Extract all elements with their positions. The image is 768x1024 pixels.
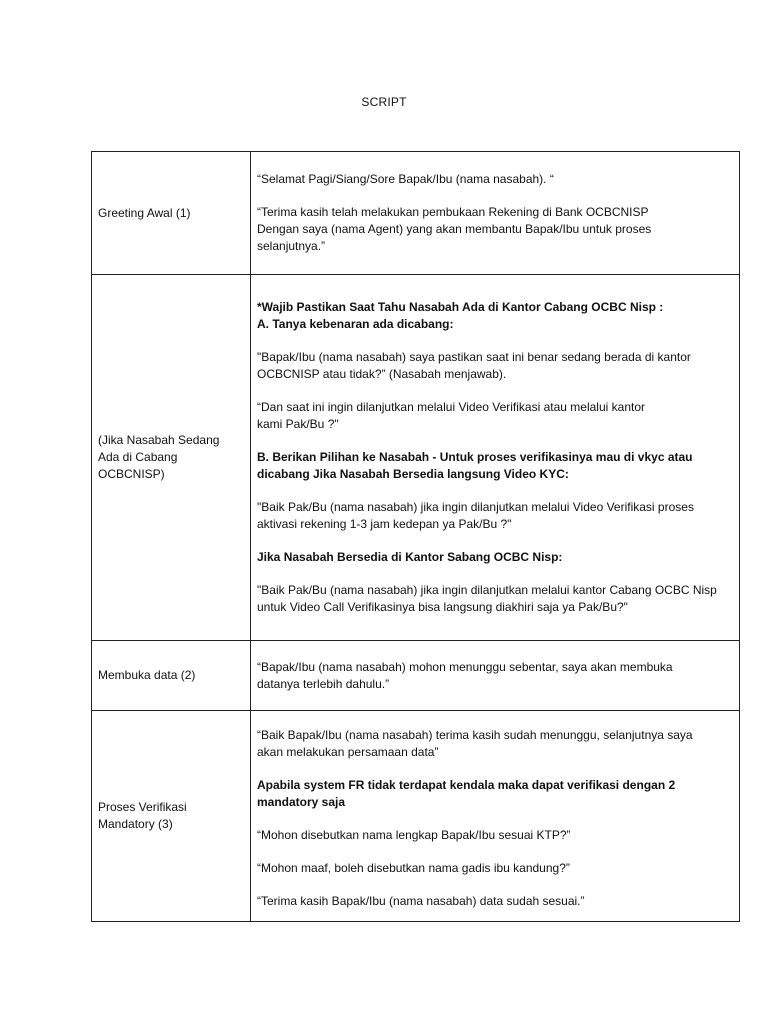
script-line: kami Pak/Bu ?" [257, 417, 339, 431]
script-paragraph [257, 827, 733, 844]
script-paragraph [257, 171, 733, 188]
script-line: dicabang Jika Nasabah Bersedia langsung Video KYC: [257, 467, 569, 481]
script-line: “Selamat Pagi/Siang/Sore Bapak/Ibu (nama nasabah). “ [257, 172, 554, 186]
row-label [92, 152, 251, 275]
document-title: SCRIPT [361, 95, 407, 109]
script-line: untuk Video Call Verifikasinya bisa langsung diakhiri saja ya Pak/Bu?" [257, 600, 628, 614]
script-line: selanjutnya.” [257, 239, 326, 253]
script-paragraph [257, 893, 733, 910]
script-line: “Mohon disebutkan nama lengkap Bapak/Ibu sesuai KTP?” [257, 827, 571, 842]
row-content [251, 641, 740, 711]
script-table [91, 151, 740, 922]
script-line: “Bapak/Ibu (nama nasabah) mohon menunggu sebentar, saya akan membuka [257, 659, 673, 674]
row-label-text: Ada di Cabang OCBCNISP) [98, 450, 178, 481]
row-label [92, 641, 251, 711]
script-line: Apabila system FR tidak terdapat kendala maka dapat verifikasi dengan 2 [257, 777, 676, 792]
script-paragraph [257, 399, 733, 433]
script-paragraph [257, 860, 733, 877]
script-line: “Dan saat ini ingin dilanjutkan melalui Video Verifikasi atau melalui kantor [257, 400, 645, 414]
script-line: “Baik Bapak/Ibu (nama nasabah) terima kasih sudah menunggu, selanjutnya saya [257, 727, 693, 742]
script-line: “Terima kasih Bapak/Ibu (nama nasabah) data sudah sesuai.” [257, 893, 585, 908]
row-content [251, 711, 740, 922]
script-line: "Baik Pak/Bu (nama nasabah) jika ingin dilanjutkan melalui kantor Cabang OCBC Nisp [257, 583, 717, 597]
row-content [251, 275, 740, 641]
script-line: "Bapak/Ibu (nama nasabah) saya pastikan saat ini benar sedang berada di kantor [257, 350, 691, 364]
row-content [251, 152, 740, 275]
script-paragraph [257, 659, 733, 693]
script-paragraph [257, 204, 733, 255]
script-line: "Baik Pak/Bu (nama nasabah) jika ingin dilanjutkan melalui Video Verifikasi proses [257, 500, 694, 514]
script-line: A. Tanya kebenaran ada dicabang: [257, 317, 454, 331]
script-line: mandatory saja [257, 794, 346, 809]
script-instruction [257, 299, 733, 333]
script-line: Jika Nasabah Bersedia di Kantor Sabang OCBC Nisp: [257, 550, 563, 564]
script-line: “Terima kasih telah melakukan pembukaan Rekening di Bank OCBCNISP [257, 205, 649, 219]
script-instruction [257, 549, 733, 566]
row-label-text: Membuka data (2) [98, 668, 196, 682]
script-instruction [257, 449, 733, 483]
script-line: *Wajib Pastikan Saat Tahu Nasabah Ada di Kantor Cabang OCBC Nisp : [257, 300, 664, 314]
script-paragraph [257, 582, 733, 616]
script-line: datanya terlebih dahulu.” [257, 676, 390, 691]
script-paragraph [257, 349, 733, 383]
row-label [92, 711, 251, 922]
script-line: OCBCNISP atau tidak?” (Nasabah menjawab). [257, 367, 507, 381]
script-line: aktivasi rekening 1-3 jam kedepan ya Pak/Bu ?" [257, 517, 512, 531]
row-label-text: (Jika Nasabah Sedang [98, 433, 220, 447]
script-instruction [257, 777, 733, 811]
row-label [92, 275, 251, 641]
script-paragraph [257, 499, 733, 533]
script-paragraph [257, 727, 733, 761]
row-label-text: Proses Verifikasi [98, 800, 187, 814]
script-line: akan melakukan persamaan data” [257, 744, 439, 759]
script-line: B. Berikan Pilihan ke Nasabah - Untuk proses verifikasinya mau di vkyc atau [257, 450, 693, 464]
table-row [92, 641, 740, 711]
script-line: “Mohon maaf, boleh disebutkan nama gadis ibu kandung?” [257, 860, 570, 875]
row-label-text: Mandatory (3) [98, 817, 173, 831]
table-row [92, 152, 740, 275]
row-label-text: Greeting Awal (1) [98, 205, 191, 220]
table-row [92, 275, 740, 641]
script-line: Dengan saya (nama Agent) yang akan membantu Bapak/Ibu untuk proses [257, 222, 652, 236]
table-row [92, 711, 740, 922]
